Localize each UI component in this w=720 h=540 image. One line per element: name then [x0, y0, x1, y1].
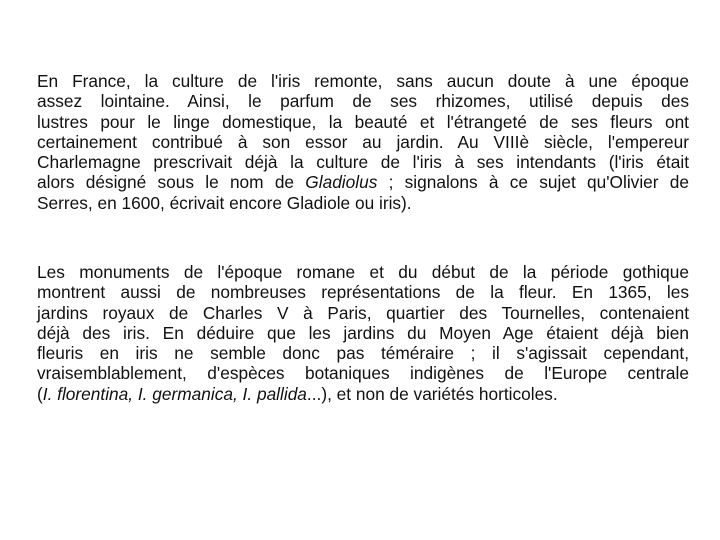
text-line: vraisemblablement, d'espèces botaniques indigènes de l'Europe centrale [37, 363, 689, 384]
text-line: Charlemagne prescrivait déjà la culture de l'iris à ses intendants (l'iris était [37, 152, 689, 173]
text-line: assez lointaine. Ainsi, le parfum de ses rhizomes, utilisé depuis des [37, 91, 689, 112]
text-line [37, 384, 689, 404]
text-run: ; signalons à ce sujet qu'Olivier de [377, 172, 689, 193]
italic-term: I. florentina, I. germanica, I. pallida [42, 383, 307, 404]
text-line [37, 172, 689, 192]
paragraph-middle-ages [37, 262, 689, 404]
text-line: fleuris en iris ne semble donc pas téméraire ; il s'agissait cependant, [37, 343, 689, 364]
text-line: déjà des iris. En déduire que les jardins du Moyen Age étaient déjà bien [37, 322, 689, 343]
text-run: ( [37, 383, 43, 404]
text-line: montrent aussi de nombreuses représentations de la fleur. En 1365, les [37, 282, 689, 303]
text-line: Serres, en 1600, écrivait encore Gladiole ou iris). [37, 192, 412, 213]
text-line: lustres pour le linge domestique, la beauté et l'étrangeté de ses fleurs ont [37, 111, 689, 132]
paragraph-iris-history [37, 71, 689, 213]
text-line: Les monuments de l'époque romane et du début de la période gothique [37, 262, 689, 282]
text-run: ...), et non de variétés horticoles. [306, 383, 558, 404]
italic-term: Gladiolus [305, 172, 378, 193]
text-line: certainement contribué à son essor au jardin. Au VIIIè siècle, l'empereur [37, 131, 689, 152]
text-run: alors désigné sous le nom de [37, 172, 306, 193]
text-line: jardins royaux de Charles V à Paris, quartier des Tournelles, contenaient [37, 302, 689, 323]
text-line: En France, la culture de l'iris remonte, sans aucun doute à une époque [37, 71, 689, 91]
